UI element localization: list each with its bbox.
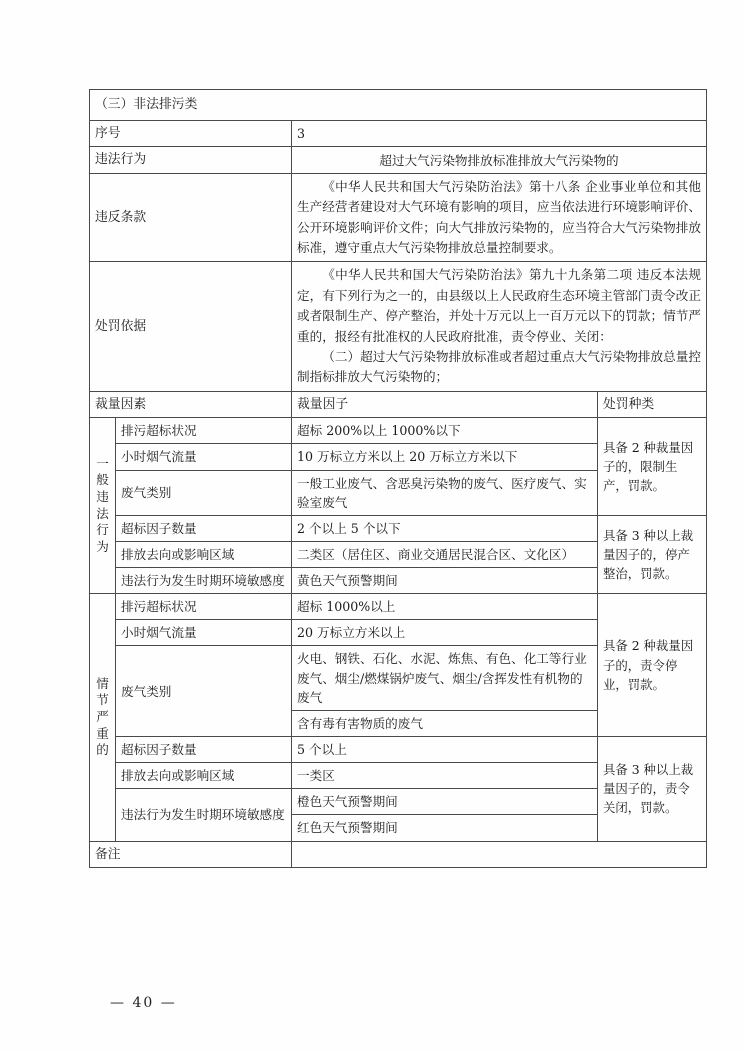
table-row-general-1 (90, 418, 707, 444)
general-factor-value-3: 2 个以上 5 个以下 (292, 515, 598, 541)
table-row-discretion-header (90, 391, 707, 417)
general-factor-name-0: 排污超标状况 (116, 418, 292, 444)
table-row-remark (90, 841, 707, 867)
serious-factor-name-5: 违法行为发生时期环境敏感度 (116, 789, 292, 841)
serious-vertical-char-2: 严 (96, 709, 109, 725)
serious-factor-value-2: 火电、钢铁、石化、水泥、炼焦、有色、化工等行业废气、烟尘/燃煤锅炉废气、烟尘/含挥发性有机物的废气 (292, 646, 598, 710)
serious-factor-value-4: 一类区 (292, 763, 598, 789)
section-header-cell: （三）非法排污类 (90, 90, 707, 121)
general-vertical-char-3: 法 (96, 505, 109, 521)
table-row-penalty-basis (90, 262, 707, 391)
general-vertical-label (90, 418, 116, 594)
general-factor-name-5: 违法行为发生时期环境敏感度 (116, 568, 292, 594)
general-factor-value-5: 黄色天气预警期间 (292, 568, 598, 594)
general-factor-name-3: 超标因子数量 (116, 515, 292, 541)
serious-factor-value-2b: 含有毒有害物质的废气 (292, 710, 598, 736)
serious-factor-name-2: 废气类别 (116, 646, 292, 737)
serious-penalty-1: 具备 3 种以上裁量因子的，责令关闭，罚款。 (598, 737, 707, 842)
serious-factor-value-1: 20 万标立方米以上 (292, 620, 598, 646)
general-vertical-char-2: 违 (96, 489, 109, 505)
remark-label: 备注 (90, 841, 292, 867)
remark-value (292, 841, 707, 867)
serious-penalty-0: 具备 2 种裁量因子的，责令停业，罚款。 (598, 594, 707, 737)
serious-vertical-char-4: 的 (96, 742, 109, 758)
table-row-sequence (90, 121, 707, 147)
discretionary-penalty-table (89, 89, 707, 868)
serious-factor-value-5: 橙色天气预警期间 (292, 789, 598, 815)
general-factor-value-2: 一般工业废气、含恶臭污染物的废气、医疗废气、实验室废气 (292, 470, 598, 515)
general-factor-value-1: 10 万标立方米以上 20 万标立方米以下 (292, 444, 598, 470)
general-factor-value-4: 二类区（居住区、商业交通居民混合区、文化区） (292, 541, 598, 567)
general-vertical-char-1: 般 (96, 472, 109, 488)
general-factor-name-2: 废气类别 (116, 470, 292, 515)
violated-clause-paragraph: 《中华人民共和国大气污染防治法》第十八条 企业事业单位和其他生产经营者建设对大气环境有影响的项目，应当依法进行环境影响评价、公开环境影响评价文件；向大气排放污染物的，应当符合大气污染物排放标准，遵守重点大气污染物排放总量控制要求。 (297, 178, 701, 256)
general-vertical-char-4: 行 (96, 522, 109, 538)
serious-factor-name-0: 排污超标状况 (116, 594, 292, 620)
serious-factor-value-5b: 红色天气预警期间 (292, 815, 598, 841)
serious-vertical-label (90, 594, 116, 841)
discretion-factor-item-header: 裁量因子 (292, 391, 598, 417)
serious-factor-value-0: 超标 1000%以上 (292, 594, 598, 620)
violated-clause-label: 违反条款 (90, 173, 292, 262)
table-row-general-4 (90, 515, 707, 541)
violated-clause-value (292, 173, 707, 262)
serious-factor-name-4: 排放去向或影响区域 (116, 763, 292, 789)
general-factor-name-1: 小时烟气流量 (116, 444, 292, 470)
sequence-label: 序号 (90, 121, 292, 147)
general-penalty-1: 具备 3 种以上裁量因子的，停产整治，罚款。 (598, 515, 707, 593)
table-row-section-header (90, 90, 707, 121)
discretion-penalty-type-header: 处罚种类 (598, 391, 707, 417)
illegal-act-value: 超过大气污染物排放标准排放大气污染物的 (292, 147, 707, 173)
table-row-illegal-act (90, 147, 707, 173)
serious-factor-value-3: 5 个以上 (292, 737, 598, 763)
page-number: — 40 — (110, 995, 177, 1011)
general-factor-name-4: 排放去向或影响区域 (116, 541, 292, 567)
serious-vertical-char-1: 节 (96, 692, 109, 708)
serious-factor-name-1: 小时烟气流量 (116, 620, 292, 646)
sequence-value: 3 (292, 121, 707, 147)
table-row-serious-1 (90, 594, 707, 620)
discretion-factor-element-header: 裁量因素 (90, 391, 292, 417)
general-factor-value-0: 超标 200%以上 1000%以下 (292, 418, 598, 444)
general-vertical-char-5: 为 (96, 538, 109, 554)
penalty-basis-label: 处罚依据 (90, 262, 292, 391)
illegal-act-label: 违法行为 (90, 147, 292, 173)
serious-vertical-char-0: 情 (96, 675, 109, 691)
table-row-serious-5 (90, 737, 707, 763)
penalty-basis-paragraph-2: （二）超过大气污染物排放标准或者超过重点大气污染物排放总量控制指标排放大气污染物的； (297, 349, 701, 385)
penalty-basis-paragraph-1: 《中华人民共和国大气污染防治法》第九十九条第二项 违反本法规定，有下列行为之一的，由县级以上人民政府生态环境主管部门责令改正或者限制生产、停产整治，并处十万元以上一百万元以下的罚款；情节严重的，报经有批准权的人民政府批准，责令停业、关闭： (297, 267, 701, 344)
table-row-violated-clause (90, 173, 707, 262)
serious-vertical-char-3: 重 (96, 725, 109, 741)
general-vertical-char-0: 一 (96, 455, 109, 471)
general-penalty-0: 具备 2 种裁量因子的，限制生产，罚款。 (598, 418, 707, 516)
serious-factor-name-3: 超标因子数量 (116, 737, 292, 763)
penalty-basis-value (292, 262, 707, 391)
